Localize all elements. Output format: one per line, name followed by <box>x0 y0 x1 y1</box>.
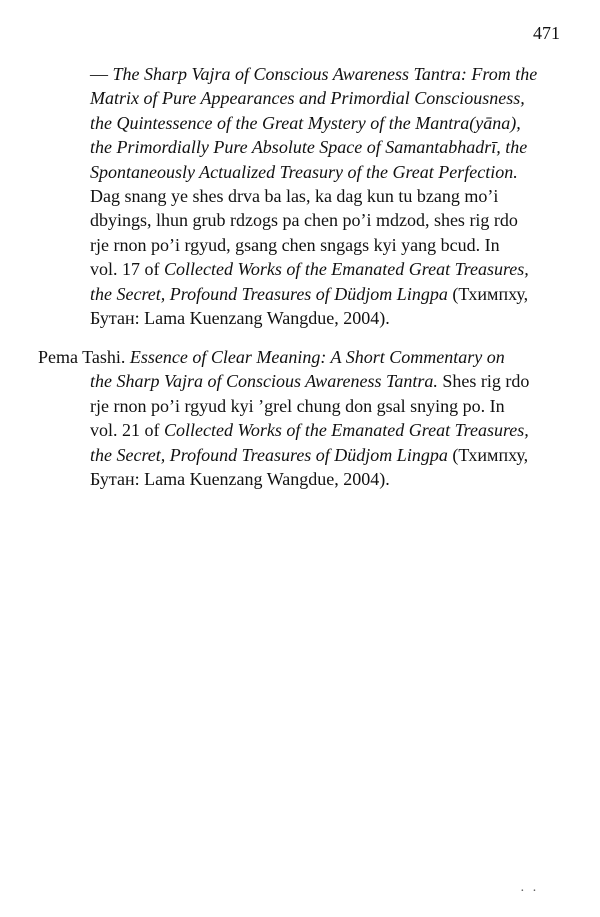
entry-line: vol. 17 of Collected Works of the Emanated Great Treasures, <box>90 259 529 280</box>
entry-line: Бутан: Lama Kuenzang Wangdue, 2004). <box>90 308 390 329</box>
entry-line: Бутан: Lama Kuenzang Wangdue, 2004). <box>90 469 390 490</box>
entry-line: the Sharp Vajra of Conscious Awareness Tantra. Shes rig rdo <box>90 371 530 392</box>
entry-line: the Secret, Profound Treasures of Düdjom Lingpa (Тхимпху, <box>90 283 529 304</box>
entry-line: the Secret, Profound Treasures of Düdjom Lingpa (Тхимпху, <box>90 444 529 465</box>
entry-line: the Primordially Pure Absolute Space of Samantabhadrī, the <box>90 137 528 158</box>
bibliography-entry-pema-tashi <box>38 345 560 491</box>
entry-line: Pema Tashi. Essence of Clear Meaning: A Short Commentary on <box>38 347 505 367</box>
entry-line: Spontaneously Actualized Treasury of the Great Perfection. <box>90 161 518 182</box>
page-number: 471 <box>533 23 560 43</box>
entry-line: dbyings, lhun grub rdzogs pa chen po’i mdzod, shes rig rdo <box>90 210 518 231</box>
entry-line: rje rnon po’i rgyud kyi ’grel chung don gsal snying po. In <box>90 395 505 416</box>
footer-marks: · · <box>520 884 539 899</box>
entry-line: Dag snang ye shes drva ba las, ka dag kun tu bzang mo’i <box>90 186 499 207</box>
entry-line: Matrix of Pure Appearances and Primordial Consciousness, <box>90 88 525 109</box>
entry-line: the Quintessence of the Great Mystery of the Mantra(yāna), <box>90 112 521 133</box>
entry-line: rje rnon po’i rgyud, gsang chen sngags kyi yang bcud. In <box>90 234 500 255</box>
bibliography-entry-sharp-vajra-tantra <box>38 62 560 330</box>
entry-line: — The Sharp Vajra of Conscious Awareness Tantra: From the <box>90 64 538 84</box>
author-name: Pema Tashi. <box>38 347 130 367</box>
entry-line: vol. 21 of Collected Works of the Emanated Great Treasures, <box>90 420 529 441</box>
